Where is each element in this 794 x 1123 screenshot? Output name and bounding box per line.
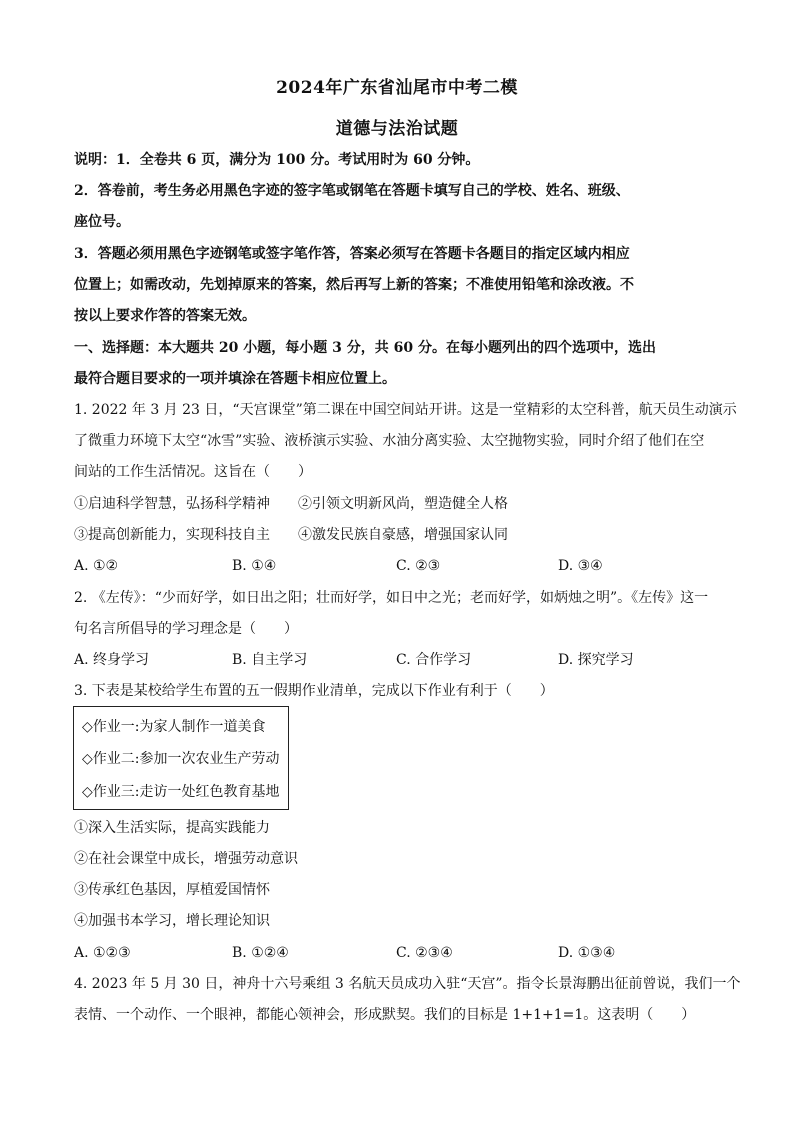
question-3-item: ④加强书本学习，增长理论知识 [74, 913, 270, 929]
question-3-item: ②在社会课堂中成长，增强劳动意识 [74, 851, 298, 867]
question-1-option-d: D. ③④ [558, 558, 603, 574]
instruction-line: 说明：1．全卷共 6 页，满分为 100 分。考试用时为 60 分钟。 [74, 152, 480, 168]
instruction-line: 位置上；如需改动，先划掉原来的答案，然后再写上新的答案；不准使用铅笔和涂改液。不 [74, 277, 634, 293]
question-3-option-c: C. ②③④ [396, 945, 453, 961]
homework-item: ◇作业三:走访一处红色教育基地 [82, 784, 280, 800]
question-1-stem: 了微重力环境下太空“冰雪”实验、液桥演示实验、水油分离实验、太空抛物实验，同时介绍了他们在空 [74, 433, 705, 449]
question-1-item: ③提高创新能力，实现科技自主 ④激发民族自豪感，增强国家认同 [74, 527, 508, 543]
question-3-option-d: D. ①③④ [558, 945, 616, 961]
question-3-item: ①深入生活实际，提高实践能力 [74, 820, 270, 836]
homework-table [73, 706, 289, 810]
homework-item: ◇作业二:参加一次农业生产劳动 [82, 751, 280, 767]
homework-item: ◇作业一:为家人制作一道美食 [82, 719, 266, 735]
question-2-stem: 2. 《左传》：“少而好学，如日出之阳；壮而好学，如日中之光；老而好学，如炳烛之明”。《左传》这一 [74, 590, 709, 606]
question-3-option-b: B. ①②④ [232, 945, 289, 961]
question-2-option-b: B. 自主学习 [232, 652, 308, 668]
question-3-item: ③传承红色基因，厚植爱国情怀 [74, 882, 270, 898]
question-1-item: ①启迪科学智慧，弘扬科学精神 ②引领文明新风尚，塑造健全人格 [74, 496, 508, 512]
question-4-stem: 4. 2023 年 5 月 30 日，神舟十六号乘组 3 名航天员成功入驻“天宫”。指令长景海鹏出征前曾说，我们一个 [74, 976, 741, 992]
instruction-line: 3．答题必须用黑色字迹钢笔或签字笔作答，答案必须写在答题卡各题目的指定区域内相应 [74, 246, 630, 262]
instruction-line: 座位号。 [74, 214, 130, 230]
instruction-line: 按以上要求作答的答案无效。 [74, 308, 256, 324]
question-2-option-d: D. 探究学习 [558, 652, 634, 668]
section-heading: 最符合题目要求的一项并填涂在答题卡相应位置上。 [74, 371, 396, 387]
question-1-option-a: A. ①② [74, 558, 119, 574]
question-1-stem: 1. 2022 年 3 月 23 日，“天宫课堂”第二课在中国空间站开讲。这是一堂精彩的太空科普，航天员生动演示 [74, 402, 737, 418]
question-1-stem: 间站的工作生活情况。这旨在（ ） [74, 464, 312, 480]
question-4-stem: 表情、一个动作、一个眼神，都能心领神会，形成默契。我们的目标是 1+1+1=1。这表明（ ） [74, 1007, 696, 1023]
question-2-option-a: A. 终身学习 [74, 652, 150, 668]
question-2-stem: 句名言所倡导的学习理念是（ ） [74, 621, 298, 637]
question-2-option-c: C. 合作学习 [396, 652, 472, 668]
exam-title: 2024年广东省汕尾市中考二模 [276, 78, 518, 98]
instruction-line: 2．答卷前，考生务必用黑色字迹的签字笔或钢笔在答题卡填写自己的学校、姓名、班级、 [74, 183, 630, 199]
section-heading: 一、选择题：本大题共 20 小题，每小题 3 分，共 60 分。在每小题列出的四个选项中，选出 [74, 340, 656, 356]
question-3-stem: 3. 下表是某校给学生布置的五一假期作业清单，完成以下作业有利于（ ） [74, 683, 554, 699]
exam-subtitle: 道德与法治试题 [335, 119, 459, 139]
question-3-option-a: A. ①②③ [74, 945, 131, 961]
question-1-option-b: B. ①④ [232, 558, 277, 574]
question-1-option-c: C. ②③ [396, 558, 441, 574]
